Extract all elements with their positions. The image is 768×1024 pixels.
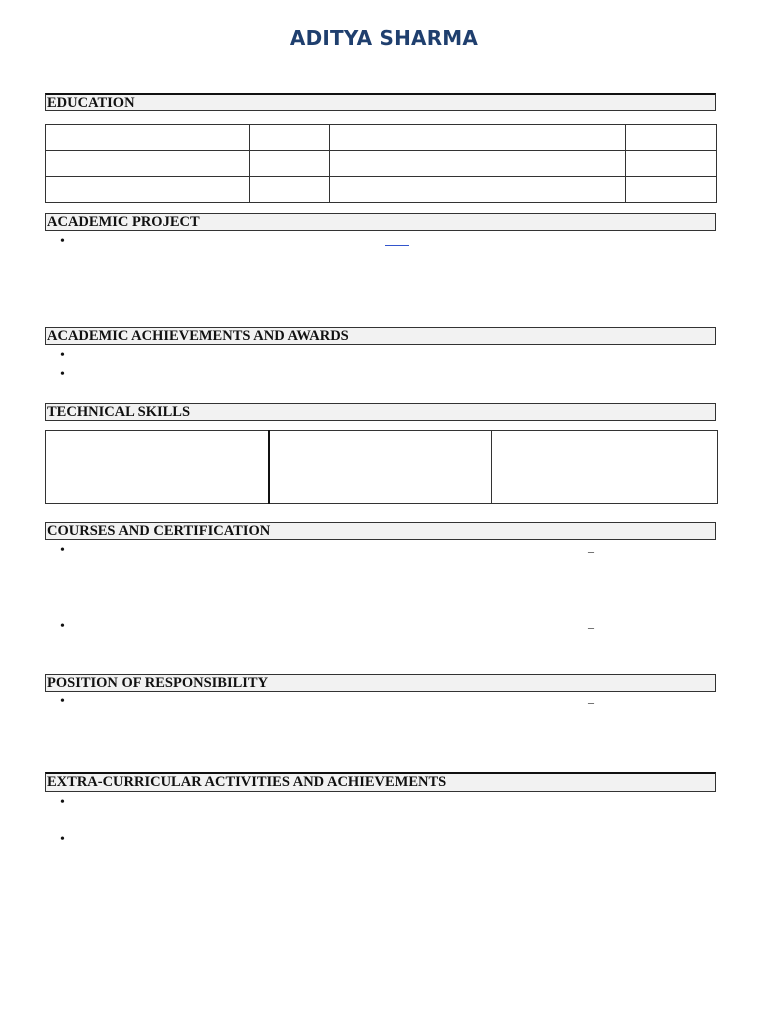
table-cell (269, 431, 492, 504)
list-bullet: • (60, 543, 65, 558)
section-header-technical-skills: TECHNICAL SKILLS (45, 403, 716, 421)
table-row (46, 125, 717, 151)
table-cell (46, 151, 250, 177)
list-bullet: • (60, 619, 65, 634)
table-cell (330, 125, 626, 151)
section-header-responsibility: POSITION OF RESPONSIBILITY (45, 674, 716, 692)
table-cell (626, 177, 717, 203)
list-bullet: • (60, 795, 65, 810)
table-row (46, 151, 717, 177)
table-cell (46, 177, 250, 203)
section-header-academic-project: ACADEMIC PROJECT (45, 213, 716, 231)
section-header-extra-curricular: EXTRA-CURRICULAR ACTIVITIES AND ACHIEVEMENTS (45, 772, 716, 792)
list-bullet: • (60, 694, 65, 709)
list-bullet: • (60, 367, 65, 382)
list-bullet: • (60, 348, 65, 363)
technical-skills-table (45, 430, 718, 504)
table-cell (250, 151, 330, 177)
list-bullet: • (60, 832, 65, 847)
hyperlink-underline[interactable] (385, 245, 409, 246)
education-table (45, 124, 717, 203)
table-cell (330, 151, 626, 177)
list-dash: – (588, 695, 594, 709)
table-cell (492, 431, 718, 504)
resume-name: ADITYA SHARMA (289, 26, 479, 50)
table-cell (250, 125, 330, 151)
table-cell (330, 177, 626, 203)
section-header-education: EDUCATION (45, 93, 716, 111)
table-row (46, 431, 718, 504)
table-cell (626, 125, 717, 151)
section-header-achievements: ACADEMIC ACHIEVEMENTS AND AWARDS (45, 327, 716, 345)
table-cell (626, 151, 717, 177)
table-row (46, 177, 717, 203)
table-cell (46, 125, 250, 151)
list-dash: – (588, 544, 594, 558)
table-cell (250, 177, 330, 203)
list-bullet: • (60, 234, 65, 249)
table-cell (46, 431, 270, 504)
section-header-courses: COURSES AND CERTIFICATION (45, 522, 716, 540)
list-dash: – (588, 620, 594, 634)
